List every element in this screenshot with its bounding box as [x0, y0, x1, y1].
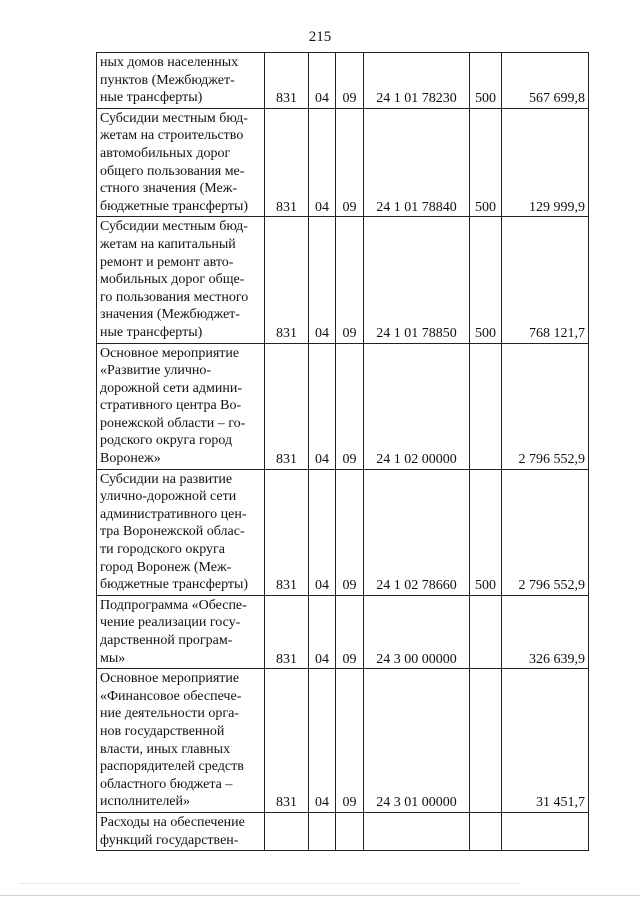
expense-type-cell: 500 [470, 217, 502, 343]
section-code-cell: 04 [309, 469, 336, 595]
subsection-code-cell: 09 [336, 108, 364, 217]
table-row [97, 595, 589, 668]
table-row [97, 812, 589, 850]
target-article-cell: 24 3 00 00000 [364, 595, 470, 668]
subsection-code-cell: 09 [336, 595, 364, 668]
amount-cell: 567 699,8 [502, 53, 589, 109]
item-name-line: административного цен- [100, 506, 247, 522]
amount-cell: 31 451,7 [502, 669, 589, 813]
expense-type-cell [470, 595, 502, 668]
table-row [97, 469, 589, 595]
item-name-cell [97, 53, 265, 109]
item-name-cell [97, 812, 265, 850]
item-name-cell [97, 217, 265, 343]
section-code-cell: 04 [309, 217, 336, 343]
ministry-code-cell: 831 [265, 217, 309, 343]
section-code-cell: 04 [309, 595, 336, 668]
amount-cell: 2 796 552,9 [502, 469, 589, 595]
ministry-code-cell: 831 [265, 469, 309, 595]
item-name-line: нов государственной [100, 723, 225, 739]
item-name-line: жетам на капитальный [100, 236, 236, 252]
ministry-code-cell: 831 [265, 595, 309, 668]
item-name-line: исполнителей» [100, 794, 191, 810]
item-name-line: ремонт и ремонт авто- [100, 254, 234, 270]
target-article-cell: 24 1 01 78840 [364, 108, 470, 217]
ministry-code-cell: 831 [265, 343, 309, 469]
ministry-code-cell [265, 812, 309, 850]
target-article-cell: 24 3 01 00000 [364, 669, 470, 813]
ministry-code-cell: 831 [265, 53, 309, 109]
scan-artifact [20, 883, 520, 885]
item-name-line: ти городского округа [100, 542, 225, 558]
item-name-line: город Воронеж (Меж- [100, 559, 232, 575]
subsection-code-cell [336, 812, 364, 850]
item-name-line: улично-дорожной сети [100, 489, 237, 505]
budget-table-body [97, 53, 589, 851]
table-row [97, 108, 589, 217]
item-name-line: дарственной програм- [100, 633, 233, 648]
budget-table [96, 52, 589, 851]
item-name-line: ные трансферты) [100, 324, 203, 340]
section-code-cell: 04 [309, 343, 336, 469]
item-name-line: мы» [100, 650, 126, 666]
item-name-line: Субсидии местным бюд- [100, 219, 248, 235]
target-article-cell: 24 1 01 78230 [364, 53, 470, 109]
item-name-line: пунктов (Межбюджет- [100, 72, 235, 88]
item-name-line: распорядителей средств [100, 759, 244, 775]
item-name-line: бюджетные трансферты) [100, 198, 249, 214]
expense-type-cell [470, 669, 502, 813]
item-name-line: Субсидии местным бюд- [100, 110, 248, 126]
table-row [97, 343, 589, 469]
amount-cell [502, 812, 589, 850]
expense-type-cell: 500 [470, 53, 502, 109]
page-bottom-edge [0, 895, 640, 896]
amount-cell: 129 999,9 [502, 108, 589, 217]
item-name-line: ных домов населенных [100, 55, 239, 70]
item-name-line: автомобильных дорог [100, 145, 231, 161]
target-article-cell: 24 1 02 00000 [364, 343, 470, 469]
subsection-code-cell: 09 [336, 469, 364, 595]
subsection-code-cell: 09 [336, 669, 364, 813]
item-name-cell [97, 469, 265, 595]
target-article-cell: 24 1 02 78660 [364, 469, 470, 595]
amount-cell: 768 121,7 [502, 217, 589, 343]
expense-type-cell: 500 [470, 469, 502, 595]
page-number: 215 [308, 29, 332, 45]
item-name-line: ние деятельности орга- [100, 706, 239, 722]
amount-cell: 2 796 552,9 [502, 343, 589, 469]
item-name-line: ные трансферты) [100, 90, 203, 106]
item-name-line: «Финансовое обеспече- [100, 688, 242, 704]
table-row [97, 669, 589, 813]
item-name-line: значения (Межбюджет- [100, 307, 240, 323]
item-name-line: Расходы на обеспечение [100, 814, 245, 830]
item-name-cell [97, 669, 265, 813]
item-name-line: го пользования местного [100, 289, 249, 305]
subsection-code-cell: 09 [336, 343, 364, 469]
amount-cell: 326 639,9 [502, 595, 589, 668]
section-code-cell: 04 [309, 53, 336, 109]
item-name-line: чение реализации госу- [100, 615, 241, 631]
item-name-cell [97, 595, 265, 668]
item-name-line: областного бюджета – [100, 776, 233, 792]
item-name-line: Подпрограмма «Обеспе- [100, 597, 247, 613]
item-name-line: стного значения (Меж- [100, 181, 238, 197]
item-name-line: «Развитие улично- [100, 363, 212, 379]
item-name-line: ронежской области – го- [100, 415, 246, 431]
item-name-line: функций государствен- [100, 832, 239, 848]
ministry-code-cell: 831 [265, 108, 309, 217]
section-code-cell: 04 [309, 108, 336, 217]
item-name-cell [97, 343, 265, 469]
expense-type-cell [470, 343, 502, 469]
item-name-line: Основное мероприятие [100, 671, 240, 687]
item-name-line: тра Воронежской облас- [100, 524, 245, 540]
target-article-cell: 24 1 01 78850 [364, 217, 470, 343]
ministry-code-cell: 831 [265, 669, 309, 813]
item-name-line: дорожной сети админи- [100, 380, 242, 396]
item-name-line: Основное мероприятие [100, 345, 240, 361]
item-name-line: Воронеж» [100, 451, 161, 467]
item-name-line: власти, иных главных [100, 741, 231, 757]
item-name-line: жетам на строительство [100, 128, 244, 144]
expense-type-cell: 500 [470, 108, 502, 217]
expense-type-cell [470, 812, 502, 850]
item-name-line: родского округа город [100, 433, 233, 449]
item-name-cell [97, 108, 265, 217]
section-code-cell [309, 812, 336, 850]
section-code-cell: 04 [309, 669, 336, 813]
table-row [97, 217, 589, 343]
item-name-line: стративного центра Во- [100, 398, 242, 414]
table-row [97, 53, 589, 109]
item-name-line: общего пользования ме- [100, 163, 245, 179]
item-name-line: бюджетные трансферты) [100, 577, 249, 593]
subsection-code-cell: 09 [336, 217, 364, 343]
subsection-code-cell: 09 [336, 53, 364, 109]
item-name-line: Субсидии на развитие [100, 471, 233, 487]
item-name-line: мобильных дорог обще- [100, 272, 245, 288]
target-article-cell [364, 812, 470, 850]
